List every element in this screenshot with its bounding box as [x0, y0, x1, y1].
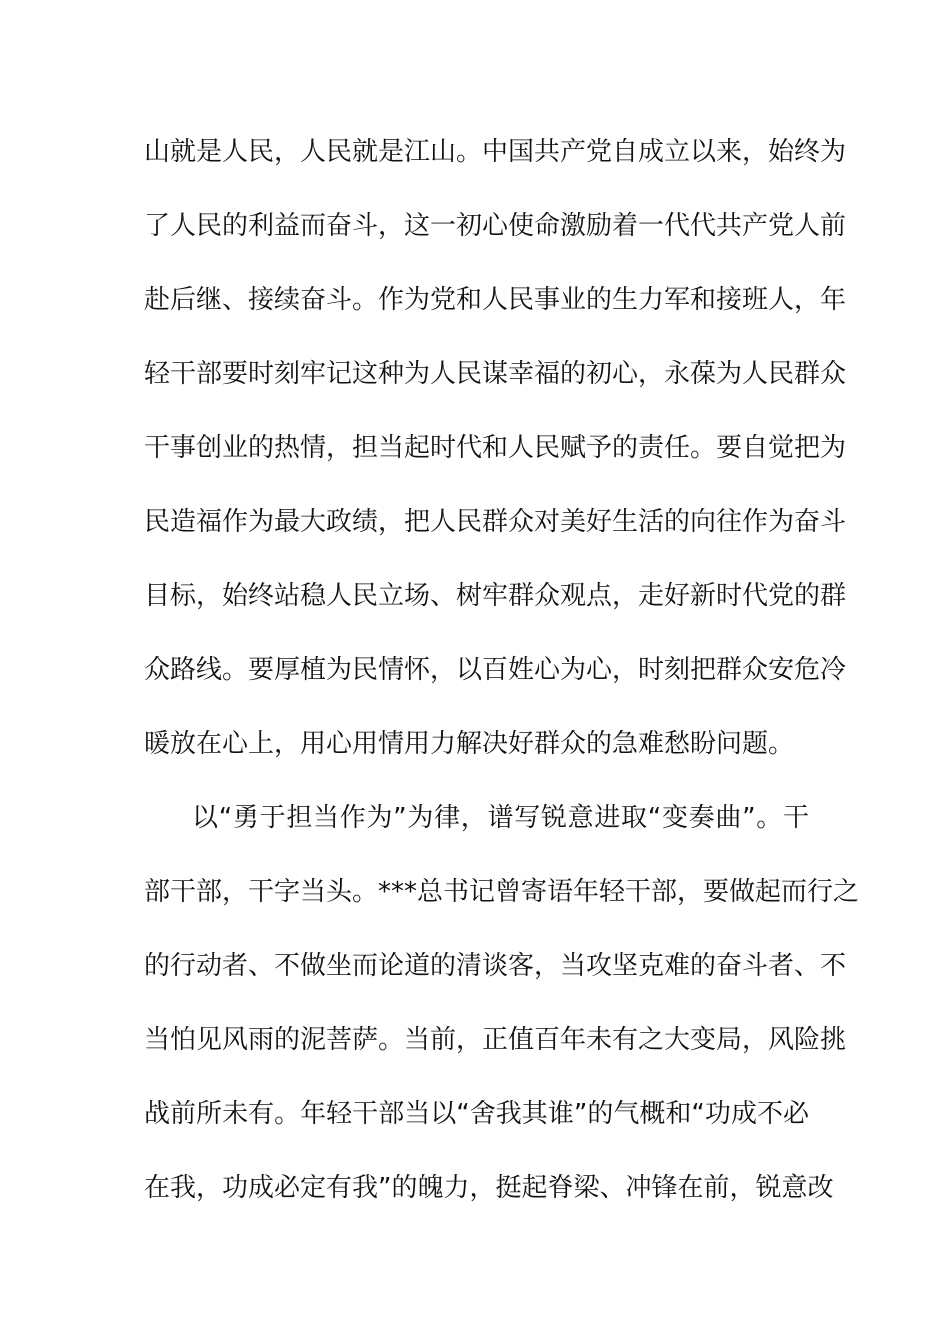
text-line: 当怕见风雨的泥菩萨。当前，正值百年未有之大变局，风险挑: [144, 1025, 847, 1055]
text-line: 暖放在心上，用心用情用力解决好群众的急难愁盼问题。: [144, 729, 795, 759]
text-line: 众路线。要厚植为民情怀，以百姓心为心，时刻把群众安危冷: [144, 655, 847, 685]
text-line: 民造福作为最大政绩，把人民群众对美好生活的向往作为奋斗: [144, 507, 847, 537]
text-line: 在我，功成必定有我”的魄力，挺起脊梁、冲锋在前，锐意改: [144, 1173, 834, 1203]
text-line: 了人民的利益而奋斗，这一初心使命激励着一代代共产党人前: [144, 211, 847, 241]
text-line: 赴后继、接续奋斗。作为党和人民事业的生力军和接班人，年: [144, 285, 847, 315]
text-line: 目标，始终站稳人民立场、树牢群众观点，走好新时代党的群: [144, 581, 847, 611]
text-line: 以“勇于担当作为”为律，谱写锐意进取“变奏曲”。干: [192, 803, 809, 833]
text-line: 战前所未有。年轻干部当以“舍我其谁”的气概和“功成不必: [144, 1099, 809, 1129]
text-line: 干事创业的热情，担当起时代和人民赋予的责任。要自觉把为: [144, 433, 847, 463]
text-line: 轻干部要时刻牢记这种为人民谋幸福的初心，永葆为人民群众: [144, 359, 847, 389]
text-line: 的行动者、不做坐而论道的清谈客，当攻坚克难的奋斗者、不: [144, 951, 847, 981]
text-line: 山就是人民，人民就是江山。中国共产党自成立以来，始终为: [144, 137, 847, 167]
text-line: 部干部，干字当头。***总书记曾寄语年轻干部，要做起而行之: [144, 877, 860, 907]
